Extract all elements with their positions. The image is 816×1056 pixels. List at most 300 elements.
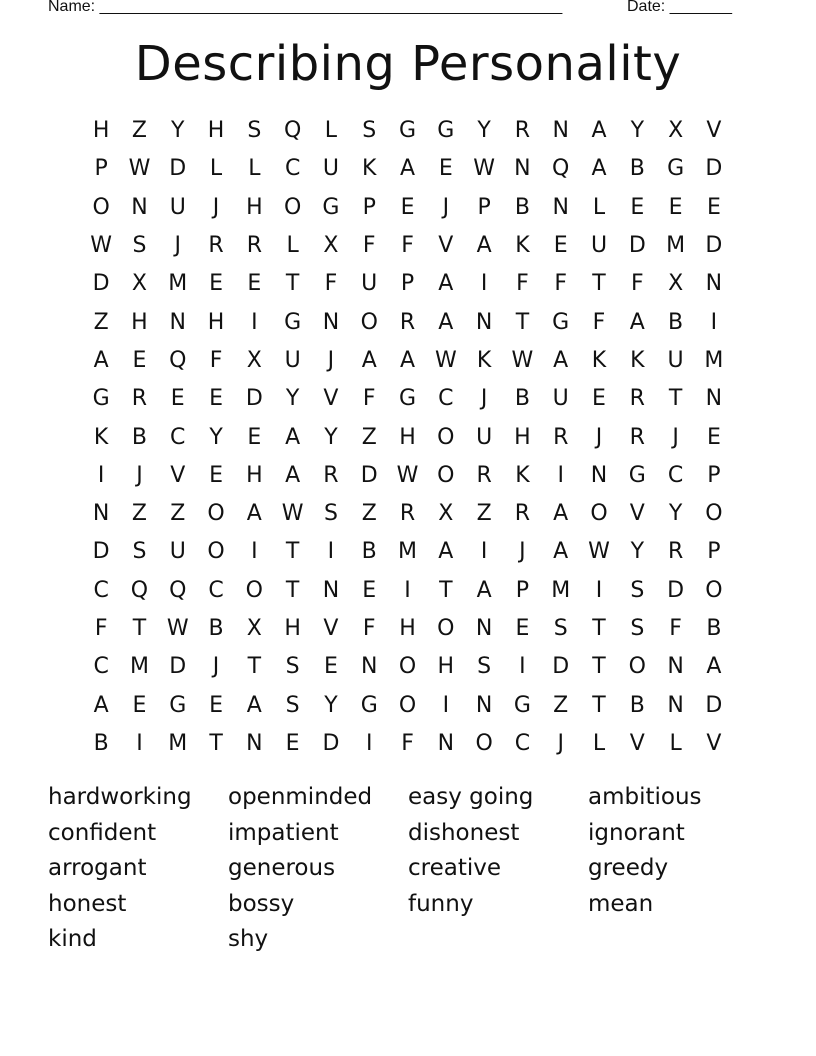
grid-letter: X bbox=[668, 271, 684, 297]
grid-letter: S bbox=[132, 233, 147, 259]
grid-letter: X bbox=[668, 118, 684, 144]
grid-letter: F bbox=[554, 271, 568, 297]
grid-letter: F bbox=[362, 233, 376, 259]
grid-letter: X bbox=[246, 616, 262, 641]
grid-letter: A bbox=[591, 156, 607, 182]
grid-letter: E bbox=[132, 347, 147, 373]
grid-letter: A bbox=[399, 156, 416, 182]
grid-letter: C bbox=[284, 156, 301, 182]
grid-letter: D bbox=[169, 156, 187, 182]
grid-letter: D bbox=[705, 233, 723, 259]
grid-letter: I bbox=[251, 309, 258, 335]
grid-letter: N bbox=[437, 730, 455, 756]
grid-letter: O bbox=[475, 730, 493, 756]
grid-letter: Z bbox=[361, 424, 377, 450]
grid-letter: N bbox=[705, 271, 723, 297]
grid-letter: I bbox=[480, 271, 488, 297]
grid-letter: H bbox=[246, 462, 263, 488]
grid-letter: R bbox=[208, 233, 224, 259]
grid-letter: T bbox=[592, 692, 606, 718]
grid-letter: W bbox=[90, 233, 113, 259]
grid-letter: D bbox=[92, 271, 110, 297]
grid-letter: O bbox=[437, 616, 455, 641]
grid-letter: E bbox=[170, 386, 185, 412]
word-list-item: mean bbox=[588, 890, 654, 917]
grid-letter: W bbox=[281, 501, 304, 527]
grid-letter: A bbox=[438, 271, 454, 297]
grid-row bbox=[82, 303, 734, 341]
grid-row bbox=[82, 725, 734, 763]
grid-letter: R bbox=[323, 462, 339, 488]
grid-letter: K bbox=[476, 347, 492, 373]
grid-letter: J bbox=[595, 424, 603, 450]
grid-letter: T bbox=[439, 577, 453, 603]
name-field: Name: ____________________________________________________ bbox=[48, 0, 563, 15]
grid-letter: R bbox=[629, 386, 645, 412]
grid-letter: G bbox=[284, 309, 302, 335]
grid-letter: J bbox=[672, 424, 679, 450]
grid-letter: T bbox=[132, 616, 147, 641]
grid-letter: A bbox=[246, 501, 262, 527]
grid-letter: S bbox=[285, 692, 300, 718]
grid-letter: N bbox=[169, 309, 186, 335]
grid-letter: A bbox=[285, 462, 301, 488]
grid-letter: M bbox=[551, 577, 571, 603]
grid-letter: S bbox=[553, 616, 568, 641]
grid-letter: V bbox=[170, 462, 186, 488]
grid-letter: J bbox=[136, 462, 143, 488]
grid-letter: Q bbox=[169, 347, 187, 373]
grid-letter: P bbox=[477, 194, 491, 220]
grid-letter: G bbox=[169, 692, 187, 718]
grid-letter: U bbox=[476, 424, 493, 450]
date-field: Date: _______ bbox=[627, 0, 732, 15]
grid-letter: N bbox=[92, 501, 110, 527]
grid-letter: H bbox=[131, 309, 148, 335]
grid-letter: C bbox=[93, 577, 109, 603]
grid-letter: E bbox=[668, 194, 683, 220]
grid-letter: G bbox=[552, 309, 570, 335]
grid-letter: U bbox=[169, 194, 186, 220]
grid-letter: Z bbox=[131, 501, 147, 527]
grid-letter: Y bbox=[477, 118, 491, 144]
grid-letter: H bbox=[399, 616, 416, 641]
grid-letter: R bbox=[629, 424, 645, 450]
grid-letter: C bbox=[170, 424, 186, 450]
grid-letter: T bbox=[592, 271, 606, 297]
grid-letter: U bbox=[552, 386, 569, 412]
grid-letter: I bbox=[595, 577, 603, 603]
grid-letter: X bbox=[438, 501, 454, 527]
grid-row bbox=[82, 150, 734, 188]
grid-letter: K bbox=[515, 462, 530, 488]
grid-row bbox=[82, 457, 734, 495]
grid-letter: E bbox=[592, 386, 606, 412]
grid-letter: A bbox=[629, 309, 645, 335]
grid-letter: W bbox=[511, 347, 534, 373]
grid-letter: B bbox=[208, 616, 224, 641]
grid-letter: A bbox=[476, 577, 492, 603]
grid-row bbox=[82, 610, 734, 648]
grid-letter: L bbox=[592, 194, 606, 220]
grid-letter: T bbox=[209, 730, 223, 756]
grid-letter: M bbox=[666, 233, 686, 259]
word-list bbox=[48, 780, 788, 958]
grid-letter: J bbox=[212, 194, 220, 220]
grid-letter: A bbox=[93, 347, 109, 373]
grid-letter: B bbox=[629, 156, 645, 182]
word-list-item: hardworking bbox=[48, 784, 192, 810]
grid-letter: T bbox=[592, 616, 606, 641]
grid-letter: P bbox=[362, 194, 376, 220]
grid-letter: A bbox=[438, 309, 454, 335]
grid-letter: H bbox=[437, 654, 455, 680]
grid-letter: P bbox=[707, 462, 721, 488]
grid-letter: Z bbox=[93, 309, 109, 335]
grid-letter: Y bbox=[285, 386, 300, 412]
grid-letter: N bbox=[590, 462, 608, 488]
grid-letter: E bbox=[209, 386, 223, 412]
grid-letter: N bbox=[475, 309, 493, 335]
grid-letter: T bbox=[247, 654, 262, 680]
grid-letter: W bbox=[588, 539, 610, 565]
grid-letter: I bbox=[97, 462, 105, 488]
grid-letter: A bbox=[399, 347, 416, 373]
grid-letter: S bbox=[132, 539, 147, 565]
grid-letter: E bbox=[209, 462, 223, 488]
grid-letter: O bbox=[398, 692, 417, 718]
grid-letter: O bbox=[398, 654, 417, 680]
grid-letter: A bbox=[438, 539, 454, 565]
grid-letter: E bbox=[132, 692, 147, 718]
grid-letter: V bbox=[706, 730, 722, 756]
grid-letter: V bbox=[323, 616, 339, 641]
grid-letter: P bbox=[707, 539, 721, 565]
grid-letter: J bbox=[327, 347, 335, 373]
grid-letter: V bbox=[629, 501, 645, 527]
grid-row bbox=[82, 112, 734, 150]
grid-letter: D bbox=[628, 233, 646, 259]
grid-letter: R bbox=[514, 118, 531, 144]
grid-letter: G bbox=[513, 692, 531, 718]
grid-letter: C bbox=[514, 730, 531, 756]
grid-row bbox=[82, 189, 734, 227]
grid-letter: A bbox=[93, 692, 109, 718]
grid-letter: U bbox=[667, 347, 684, 373]
grid-letter: W bbox=[166, 616, 189, 641]
grid-letter: H bbox=[284, 616, 301, 641]
grid-letter: R bbox=[131, 386, 148, 412]
grid-letter: F bbox=[324, 271, 338, 297]
word-list-item: bossy bbox=[228, 890, 295, 917]
grid-letter: O bbox=[207, 539, 225, 565]
grid-letter: Y bbox=[324, 424, 338, 450]
grid-letter: J bbox=[480, 386, 488, 412]
grid-letter: M bbox=[704, 347, 724, 373]
grid-letter: E bbox=[400, 194, 415, 220]
grid-letter: D bbox=[169, 654, 187, 680]
grid-letter: M bbox=[129, 654, 149, 680]
grid-letter: B bbox=[93, 730, 109, 756]
grid-letter: G bbox=[437, 118, 455, 144]
grid-letter: Q bbox=[283, 118, 302, 144]
grid-letter: S bbox=[285, 654, 300, 680]
grid-letter: S bbox=[630, 616, 645, 641]
grid-row bbox=[82, 227, 734, 265]
grid-letter: B bbox=[361, 539, 377, 565]
grid-letter: R bbox=[667, 539, 684, 565]
grid-letter: N bbox=[131, 194, 148, 220]
page-title: Describing Personality bbox=[134, 36, 682, 92]
grid-letter: E bbox=[706, 194, 721, 220]
word-list-item: confident bbox=[48, 819, 157, 846]
grid-letter: F bbox=[401, 730, 414, 756]
word-list-item: shy bbox=[228, 926, 269, 953]
grid-letter: G bbox=[360, 692, 378, 718]
grid-letter: B bbox=[629, 692, 645, 718]
grid-letter: N bbox=[322, 309, 340, 335]
grid-letter: O bbox=[705, 577, 723, 603]
grid-letter: Z bbox=[361, 501, 377, 527]
grid-letter: W bbox=[128, 156, 151, 182]
word-search-grid bbox=[82, 112, 734, 763]
grid-letter: M bbox=[168, 271, 188, 297]
grid-letter: D bbox=[705, 156, 723, 182]
grid-letter: U bbox=[590, 233, 608, 259]
grid-letter: N bbox=[475, 692, 493, 718]
grid-letter: W bbox=[473, 156, 495, 182]
grid-letter: O bbox=[92, 194, 110, 220]
grid-letter: U bbox=[169, 539, 186, 565]
grid-letter: O bbox=[628, 654, 646, 680]
grid-letter: Q bbox=[552, 156, 570, 182]
grid-letter: B bbox=[131, 424, 147, 450]
grid-letter: W bbox=[396, 462, 419, 488]
grid-letter: E bbox=[362, 577, 377, 603]
grid-letter: G bbox=[398, 386, 417, 412]
grid-letter: O bbox=[705, 501, 723, 527]
word-list-item: impatient bbox=[228, 819, 339, 846]
grid-letter: N bbox=[360, 654, 378, 680]
grid-letter: L bbox=[669, 730, 682, 756]
grid-letter: G bbox=[667, 156, 685, 182]
grid-letter: D bbox=[552, 654, 570, 680]
grid-letter: A bbox=[246, 692, 262, 718]
grid-letter: A bbox=[553, 501, 569, 527]
grid-letter: G bbox=[628, 462, 646, 488]
grid-letter: E bbox=[247, 271, 262, 297]
grid-letter: V bbox=[629, 730, 645, 756]
grid-letter: E bbox=[285, 730, 300, 756]
grid-letter: I bbox=[251, 539, 258, 565]
grid-letter: A bbox=[553, 347, 569, 373]
grid-letter: N bbox=[475, 616, 493, 641]
grid-letter: P bbox=[400, 271, 415, 297]
grid-letter: Y bbox=[324, 692, 338, 718]
grid-letter: H bbox=[246, 194, 263, 220]
grid-letter: U bbox=[322, 156, 339, 182]
grid-letter: S bbox=[247, 118, 262, 144]
grid-letter: E bbox=[438, 156, 453, 182]
grid-letter: L bbox=[209, 156, 223, 182]
grid-row bbox=[82, 648, 734, 686]
grid-letter: F bbox=[592, 309, 606, 335]
grid-letter: E bbox=[553, 233, 568, 259]
grid-letter: K bbox=[591, 347, 607, 373]
grid-letter: A bbox=[285, 424, 301, 450]
grid-letter: D bbox=[92, 539, 110, 565]
grid-letter: F bbox=[362, 616, 376, 641]
grid-row bbox=[82, 533, 734, 571]
grid-letter: R bbox=[246, 233, 262, 259]
grid-letter: O bbox=[207, 501, 225, 527]
word-list-item: generous bbox=[228, 855, 336, 882]
grid-letter: T bbox=[285, 271, 300, 297]
grid-letter: J bbox=[557, 730, 564, 756]
grid-letter: C bbox=[93, 654, 109, 680]
grid-letter: R bbox=[476, 462, 492, 488]
grid-letter: O bbox=[437, 462, 455, 488]
grid-letter: S bbox=[362, 118, 377, 144]
grid-letter: J bbox=[212, 654, 220, 680]
grid-letter: Z bbox=[476, 501, 492, 527]
grid-letter: F bbox=[209, 347, 223, 373]
grid-row bbox=[82, 342, 734, 380]
grid-letter: X bbox=[323, 233, 339, 259]
grid-letter: S bbox=[630, 577, 645, 603]
grid-letter: T bbox=[515, 309, 530, 335]
grid-letter: U bbox=[284, 347, 301, 373]
grid-letter: N bbox=[246, 730, 263, 756]
grid-letter: J bbox=[174, 233, 181, 259]
grid-letter: I bbox=[136, 730, 143, 756]
grid-letter: E bbox=[630, 194, 645, 220]
grid-letter: M bbox=[168, 730, 188, 756]
grid-letter: J bbox=[442, 194, 450, 220]
grid-letter: Z bbox=[131, 118, 147, 144]
grid-letter: H bbox=[92, 118, 110, 144]
grid-letter: R bbox=[399, 501, 416, 527]
grid-letter: G bbox=[398, 118, 417, 144]
grid-letter: U bbox=[361, 271, 378, 297]
grid-letter: R bbox=[553, 424, 569, 450]
grid-letter: E bbox=[515, 616, 530, 641]
grid-letter: F bbox=[516, 271, 529, 297]
grid-letter: Y bbox=[630, 118, 645, 144]
grid-letter: Q bbox=[169, 577, 187, 603]
word-list-item: dishonest bbox=[408, 819, 520, 846]
word-list-item: easy going bbox=[408, 784, 534, 810]
grid-letter: F bbox=[630, 271, 644, 297]
grid-row bbox=[82, 495, 734, 533]
grid-letter: I bbox=[365, 730, 373, 756]
word-list-item: honest bbox=[48, 890, 127, 917]
grid-letter: V bbox=[438, 233, 454, 259]
grid-letter: K bbox=[630, 347, 645, 373]
grid-letter: Q bbox=[130, 577, 149, 603]
grid-letter: I bbox=[404, 577, 411, 603]
grid-letter: A bbox=[553, 539, 569, 565]
grid-letter: I bbox=[519, 654, 526, 680]
grid-letter: V bbox=[706, 118, 722, 144]
grid-letter: N bbox=[667, 654, 684, 680]
grid-letter: O bbox=[437, 424, 455, 450]
grid-letter: D bbox=[360, 462, 378, 488]
grid-letter: Y bbox=[630, 539, 645, 565]
grid-letter: B bbox=[514, 386, 530, 412]
grid-letter: A bbox=[361, 347, 377, 373]
grid-letter: N bbox=[552, 194, 569, 220]
grid-letter: M bbox=[398, 539, 418, 565]
grid-row bbox=[82, 418, 734, 456]
grid-letter: W bbox=[434, 347, 457, 373]
grid-letter: L bbox=[324, 118, 338, 144]
grid-letter: K bbox=[93, 424, 109, 450]
grid-row bbox=[82, 686, 734, 724]
grid-letter: E bbox=[209, 692, 223, 718]
grid-letter: H bbox=[207, 118, 225, 144]
grid-letter: D bbox=[245, 386, 263, 412]
grid-letter: E bbox=[323, 654, 338, 680]
word-list-item: ambitious bbox=[588, 784, 702, 810]
word-list-item: openminded bbox=[228, 784, 373, 810]
grid-letter: T bbox=[668, 386, 683, 412]
grid-letter: D bbox=[322, 730, 340, 756]
grid-letter: O bbox=[245, 577, 263, 603]
grid-letter: C bbox=[667, 462, 684, 488]
grid-letter: F bbox=[362, 386, 376, 412]
grid-letter: A bbox=[591, 118, 607, 144]
grid-letter: V bbox=[323, 386, 339, 412]
grid-letter: L bbox=[592, 730, 606, 756]
grid-letter: B bbox=[706, 616, 722, 641]
grid-letter: J bbox=[519, 539, 526, 565]
grid-row bbox=[82, 265, 734, 303]
grid-letter: L bbox=[286, 233, 299, 259]
grid-letter: E bbox=[706, 424, 721, 450]
grid-letter: C bbox=[208, 577, 224, 603]
grid-letter: H bbox=[399, 424, 416, 450]
grid-letter: T bbox=[592, 654, 606, 680]
grid-letter: D bbox=[667, 577, 685, 603]
grid-letter: N bbox=[705, 386, 723, 412]
grid-letter: A bbox=[706, 654, 722, 680]
grid-letter: S bbox=[477, 654, 492, 680]
grid-letter: H bbox=[207, 309, 225, 335]
grid-letter: X bbox=[131, 271, 147, 297]
grid-letter: I bbox=[442, 692, 450, 718]
grid-letter: F bbox=[669, 616, 682, 641]
word-list-item: arrogant bbox=[48, 855, 147, 882]
grid-letter: B bbox=[668, 309, 684, 335]
grid-letter: F bbox=[401, 233, 414, 259]
grid-letter: G bbox=[322, 194, 340, 220]
word-list-item: kind bbox=[48, 926, 97, 953]
word-list-item: creative bbox=[408, 855, 502, 882]
grid-letter: N bbox=[552, 118, 569, 144]
grid-letter: I bbox=[327, 539, 335, 565]
grid-letter: P bbox=[515, 577, 530, 603]
grid-letter: P bbox=[94, 156, 108, 182]
word-list-item: funny bbox=[408, 890, 474, 917]
grid-row bbox=[82, 380, 734, 418]
grid-letter: A bbox=[476, 233, 492, 259]
grid-letter: Y bbox=[668, 501, 683, 527]
grid-letter: X bbox=[246, 347, 262, 373]
grid-letter: N bbox=[667, 692, 684, 718]
grid-letter: N bbox=[514, 156, 531, 182]
grid-letter: E bbox=[247, 424, 262, 450]
